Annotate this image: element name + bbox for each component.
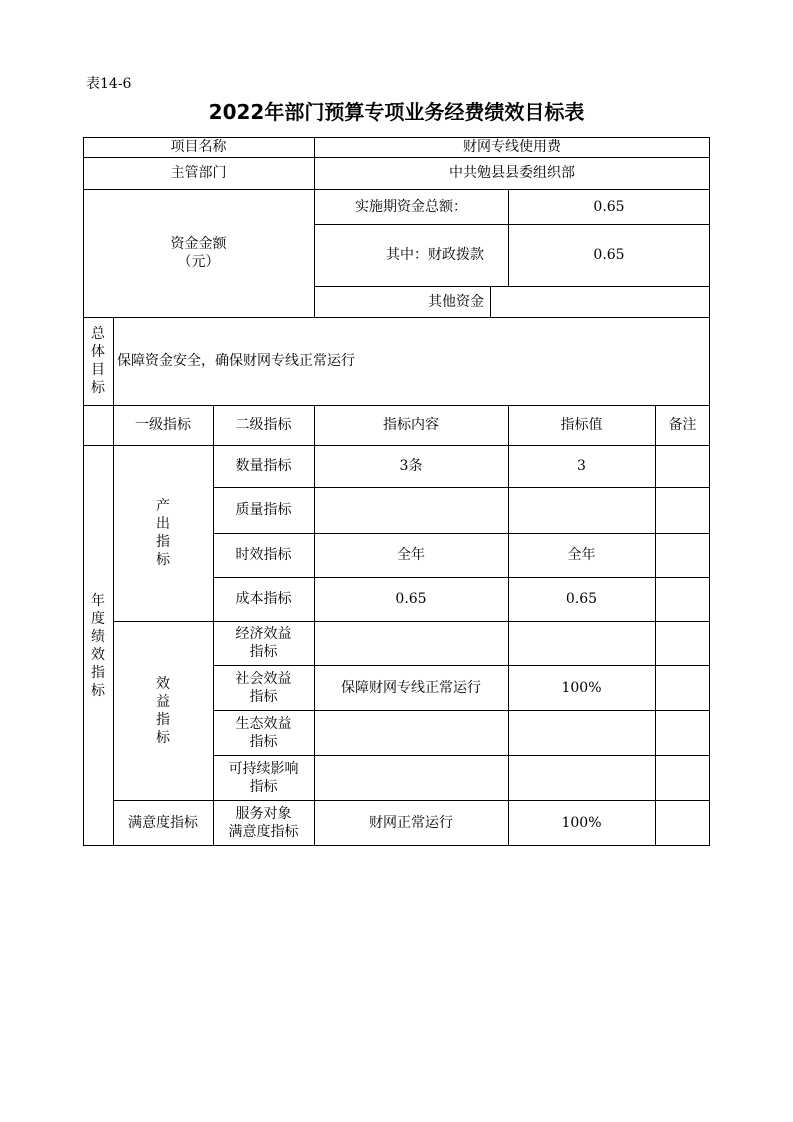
- header-content: 指标内容: [383, 417, 439, 433]
- benefit-row-value: [508, 755, 655, 800]
- benefit-row-remark: [655, 755, 710, 800]
- annual-indicator-label: [83, 445, 113, 846]
- benefit-row-name-line: 经济效益: [235, 626, 292, 642]
- overall-goal-char: 体: [91, 344, 105, 360]
- overall-goal-char: 标: [91, 380, 105, 396]
- annual-label-char: 度: [91, 610, 105, 627]
- satisfaction-row-name-line: 服务对象: [235, 806, 292, 822]
- funds-fiscal-value: 0.65: [593, 247, 625, 263]
- output-indicator-label: [113, 445, 213, 621]
- output-row-value: [508, 487, 655, 533]
- satisfaction-row-name: [213, 800, 314, 846]
- output-label-char: 出: [156, 516, 170, 532]
- funds-other-label: 其他资金: [428, 293, 484, 310]
- output-row-name: 成本指标: [235, 591, 292, 607]
- output-row-remark: [655, 487, 710, 533]
- benefit-row-content: 保障财网专线正常运行: [341, 679, 481, 696]
- output-row-name: 质量指标: [235, 502, 292, 518]
- funds-other-value: [490, 286, 710, 317]
- project-name-label: 项目名称: [170, 139, 227, 155]
- annual-label-char: 年: [91, 592, 105, 609]
- funds-unit: （元）: [177, 254, 220, 270]
- annual-label-char: 标: [91, 682, 105, 699]
- output-row-remark: [655, 533, 710, 577]
- output-row-content: 全年: [397, 547, 425, 563]
- header-remark: 备注: [668, 417, 697, 433]
- output-row-name: 时效指标: [235, 547, 292, 563]
- department-label: 主管部门: [170, 165, 227, 181]
- output-row-remark: [655, 577, 710, 621]
- output-label-char: 标: [156, 552, 170, 568]
- benefit-row-name-line: 生态效益: [235, 715, 292, 732]
- benefit-row-content: [314, 710, 508, 755]
- benefit-label-char: 指: [156, 711, 170, 728]
- benefit-label-char: 标: [156, 729, 170, 746]
- benefit-label-char: 效: [156, 675, 170, 692]
- benefit-row-name-line: 可持续影响: [228, 760, 299, 777]
- benefit-row-name-line: 社会效益: [235, 670, 292, 687]
- benefit-row-value: [508, 621, 655, 665]
- satisfaction-indicator-label: 满意度指标: [128, 815, 198, 831]
- benefit-row-value: [508, 710, 655, 755]
- benefit-row-value: 100%: [561, 679, 602, 696]
- benefit-row-name-line: 指标: [249, 644, 278, 660]
- funds-label: [83, 189, 314, 317]
- satisfaction-row-content: 财网正常运行: [369, 815, 453, 831]
- benefit-row-remark: [655, 665, 710, 710]
- annual-label-char: 指: [91, 664, 105, 681]
- header-value: 指标值: [560, 417, 603, 433]
- benefit-row-name: [213, 755, 314, 800]
- funds-label-text: 资金金额: [170, 236, 227, 252]
- header-level1: 一级指标: [135, 417, 191, 433]
- output-row-content: 0.65: [395, 591, 427, 607]
- output-row-value: 3: [577, 458, 586, 474]
- output-row-remark: [655, 445, 710, 487]
- output-row-value: 0.65: [565, 591, 598, 607]
- overall-goal-char: 总: [91, 326, 105, 342]
- department-value: 中共勉县县委组织部: [449, 165, 575, 181]
- project-name-value: 财网专线使用费: [463, 139, 561, 155]
- funds-total-value: 0.65: [593, 198, 625, 215]
- output-row-name: 数量指标: [235, 458, 292, 474]
- output-row-content: [314, 487, 508, 533]
- overall-goal-label: [83, 317, 113, 405]
- overall-goal-value: 保障资金安全，确保财网专线正常运行: [117, 353, 355, 369]
- benefit-row-name: [213, 710, 314, 755]
- benefit-row-content: [314, 755, 508, 800]
- benefit-row-name-line: 指标: [249, 778, 278, 795]
- annual-label-char: 绩: [91, 628, 105, 645]
- benefit-row-name-line: 指标: [249, 688, 278, 705]
- funds-fiscal-label: 其中：财政拨款: [386, 247, 484, 263]
- output-label-char: 指: [156, 534, 170, 550]
- satisfaction-row-value: 100%: [561, 815, 602, 831]
- satisfaction-row-name-line: 满意度指标: [228, 824, 299, 840]
- output-label-char: 产: [156, 498, 170, 514]
- header-level2: 二级指标: [235, 417, 292, 433]
- benefit-row-name: [213, 621, 314, 665]
- benefit-indicator-label: [113, 621, 213, 800]
- benefit-row-name: [213, 665, 314, 710]
- benefit-row-remark: [655, 710, 710, 755]
- table-number: 表14-6: [86, 76, 132, 92]
- benefit-label-char: 益: [156, 693, 170, 710]
- output-row-value: 全年: [567, 547, 596, 563]
- output-row-content: 3条: [399, 458, 423, 474]
- benefit-row-content: [314, 621, 508, 665]
- document-title: 2022年部门预算专项业务经费绩效目标表: [208, 100, 585, 124]
- benefit-row-remark: [655, 621, 710, 665]
- overall-goal-char: 目: [91, 362, 105, 378]
- benefit-row-name-line: 指标: [249, 733, 278, 750]
- satisfaction-row-remark: [655, 800, 710, 846]
- funds-total-label: 实施期资金总额：: [355, 198, 467, 215]
- annual-label-char: 效: [91, 646, 105, 663]
